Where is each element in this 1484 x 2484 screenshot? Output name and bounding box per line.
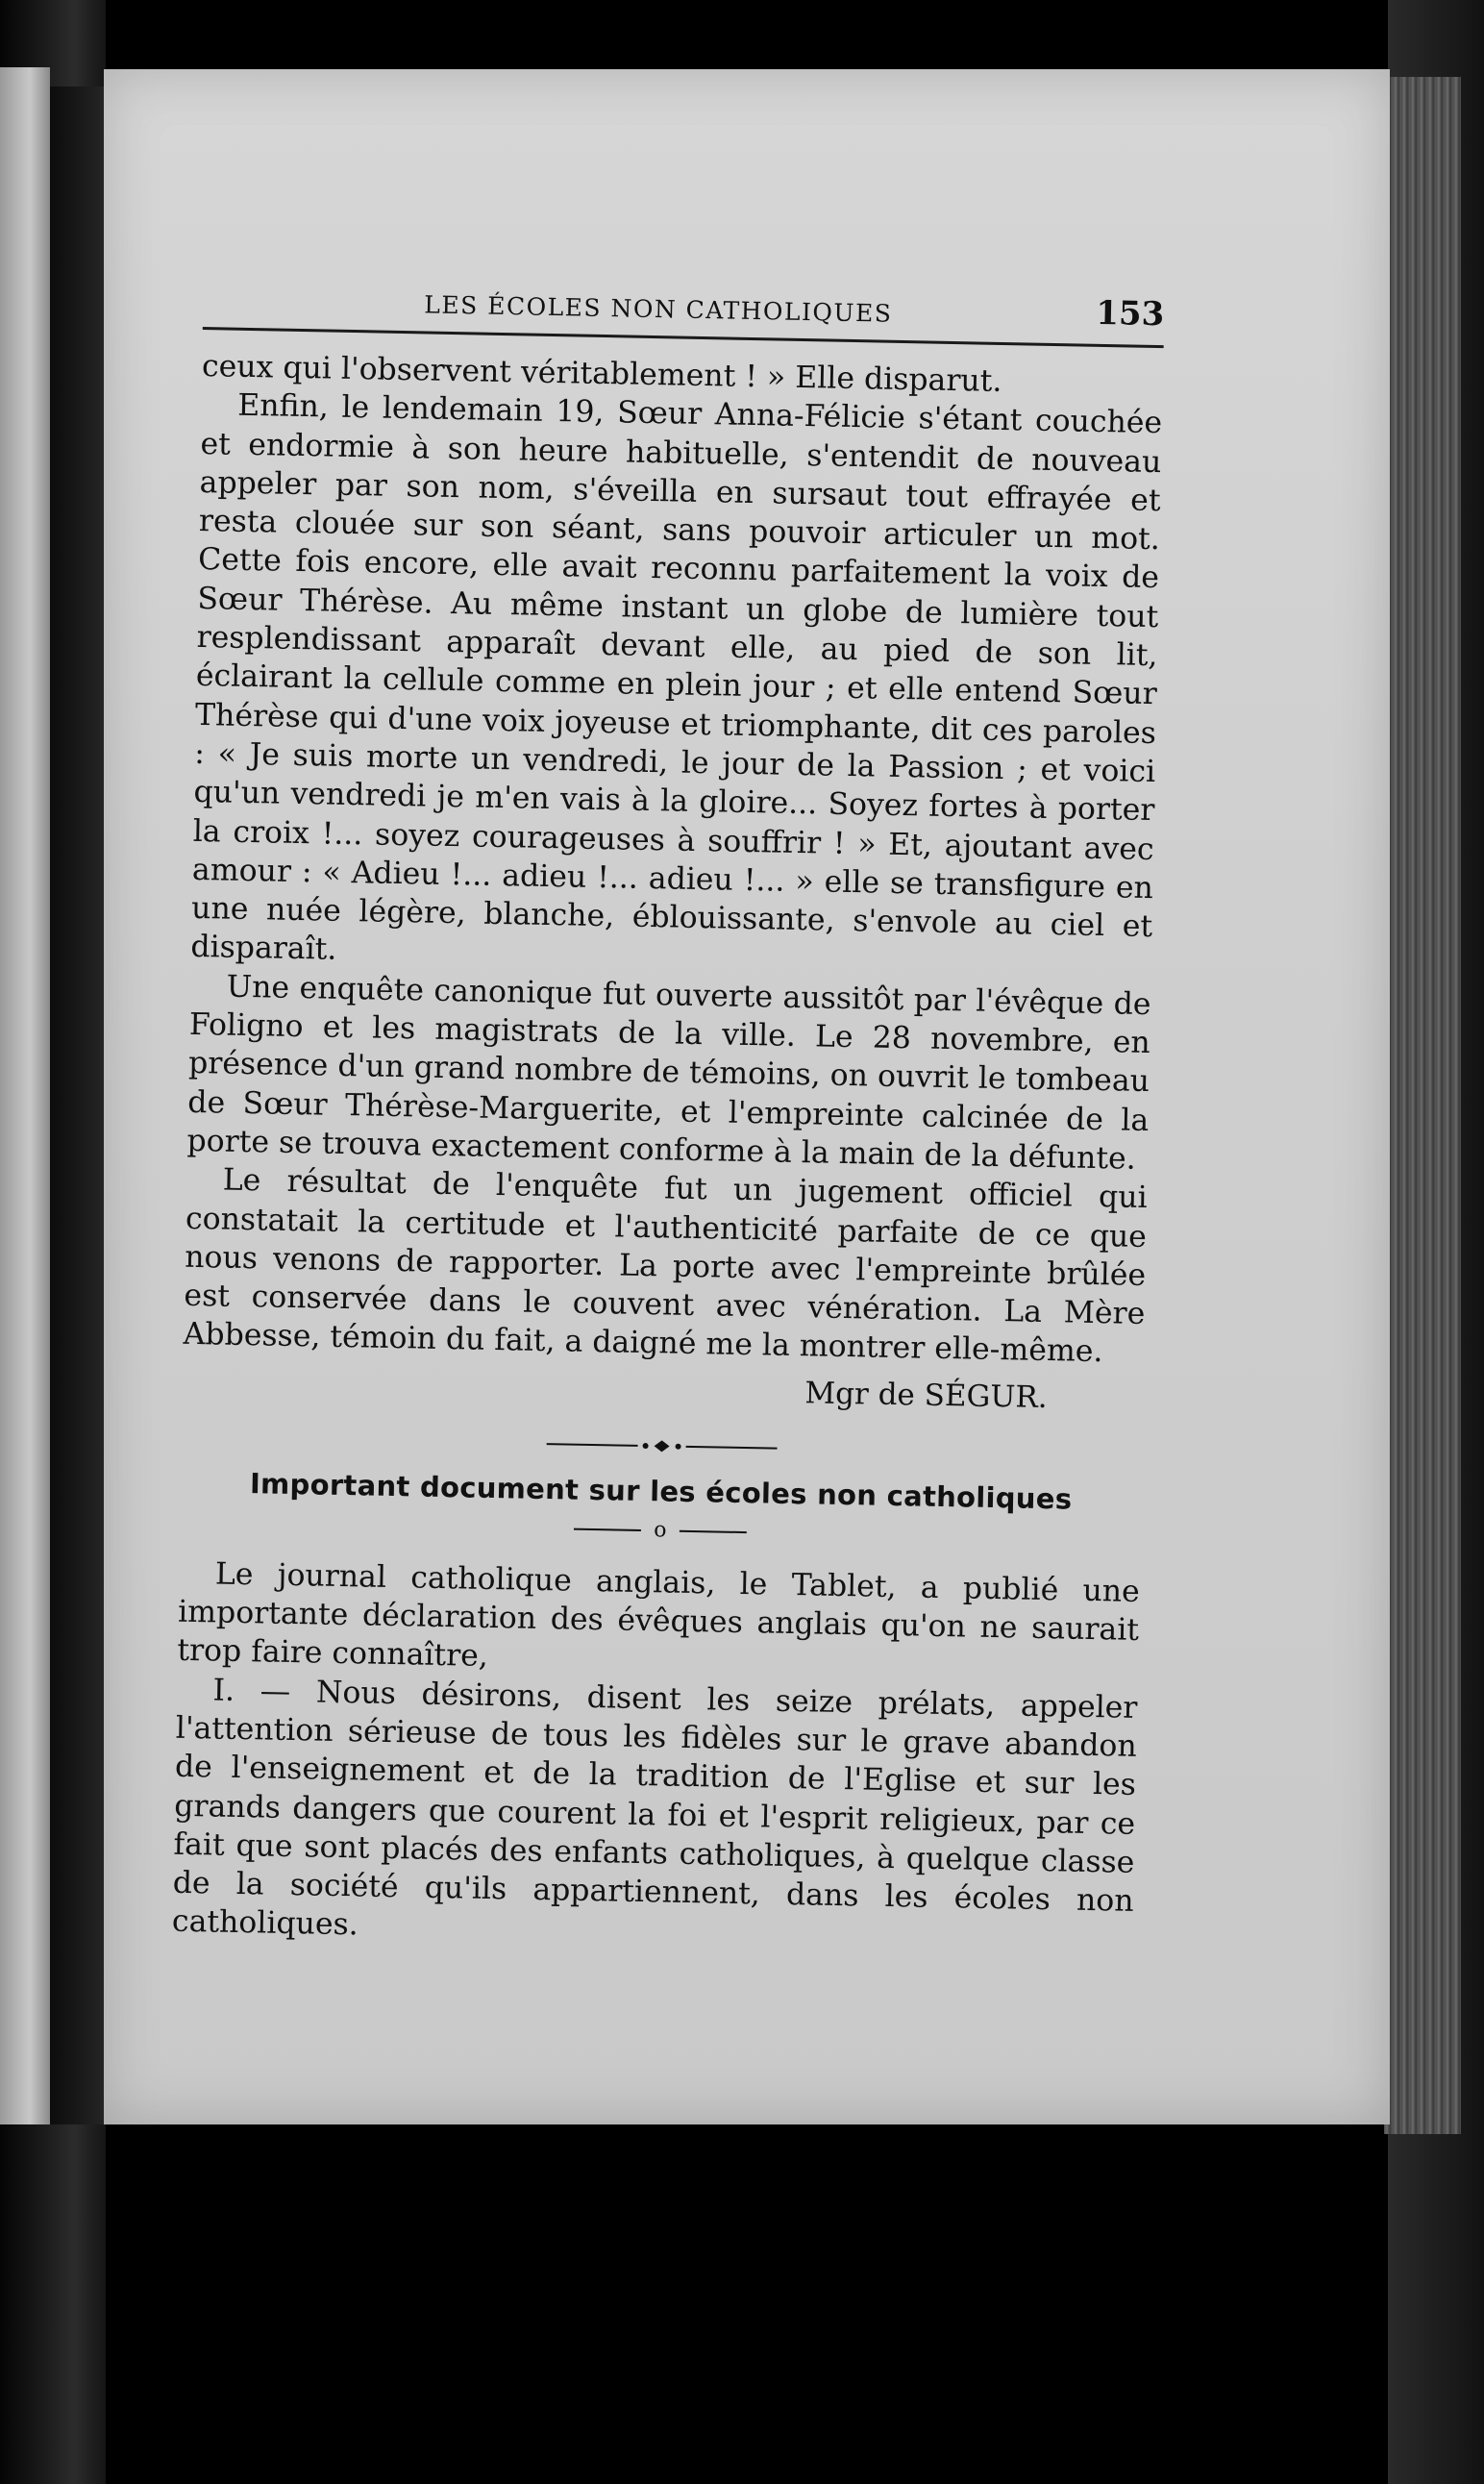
- section-paragraph-1: Le journal catholique anglais, le Tablet, a publié une importante déclaration des évêques anglais qu'on ne saurait trop faire connaître,: [177, 1556, 1141, 1675]
- page-number: 153: [1095, 293, 1165, 335]
- page-content: [172, 269, 1165, 1960]
- author-signature: Mgr de SÉGUR.: [804, 1375, 1048, 1415]
- section-paragraph-2: I. — Nous désirons, disent les seize prélats, appeler l'attention sérieuse de tous les fidèles sur le grave abandon de l'enseignement et de la tradition de l'Eglise et sur les grands dangers que courent la foi et l'esprit religieux, par ce fait que sont placés des enfants catholiques, à quelque classe de la société qu'ils appartiennent, dans les écoles non catholiques.: [171, 1673, 1138, 1943]
- paragraph-2: Enfin, le lendemain 19, Sœur Anna-Félicie s'étant couchée et endormie à son heure habituelle, s'entendit de nouveau appeler par son nom, s'éveilla en sursaut tout effrayée et resta clouée sur son séant, sans pouvoir articuler un mot. Cette fois encore, elle avait reconnu parfaitement la voix de Sœur Thérèse. Au même instant un globe de lumière tout resplendissant apparaît devant elle, au pied de son lit, éclairant la cellule comme en plein jour ; et elle entend Sœur Thérèse qui d'une voix joyeuse et triomphante, dit ces paroles : « Je suis morte un vendredi, le jour de la Passion ; et voici qu'un vendredi je m'en vais à la gloire... Soyez fortes à porter la croix !... soyez courageuses à souffrir ! » Et, ajoutant avec amour : « Adieu !... adieu !... adieu !... » elle se transfigure en une nuée légère, blanche, éblouissante, s'envole au ciel et disparaît.: [190, 388, 1163, 968]
- section-heading: Important document sur les écoles non catholiques: [249, 1466, 1073, 1516]
- section-separator: [574, 1517, 747, 1541]
- previous-page-edge: [0, 67, 50, 2124]
- paragraph-3: Une enquête canonique fut ouverte aussitôt par l'évêque de Foligno et les magistrats de la ville. Le 28 novembre, en présence d'un grand nombre de témoins, on ouvrit le tombeau de Sœur Thérèse-Marguerite, et l'empreinte calcinée de la porte se trouva exactement conforme à la main de la défunte.: [186, 969, 1151, 1177]
- page-stack-edge: [1384, 77, 1461, 2134]
- paragraph-1: ceux qui l'observent véritablement ! » Elle disparut.: [201, 348, 1002, 399]
- book-spine-shadow: [50, 87, 108, 2124]
- section-ornament: [546, 1432, 777, 1460]
- running-title: LES ÉCOLES NON CATHOLIQUES: [424, 290, 893, 328]
- paragraph-4: Le résultat de l'enquête fut un jugement officiel qui constatait la certitude et l'authenticité parfaite de ce que nous venons de rapporter. La porte avec l'empreinte brûlée est conservée dans le couvent avec vénération. La Mère Abbesse, témoin du fait, a daigné me la montrer elle-même.: [183, 1162, 1148, 1370]
- section-separator-mark: o: [654, 1517, 667, 1542]
